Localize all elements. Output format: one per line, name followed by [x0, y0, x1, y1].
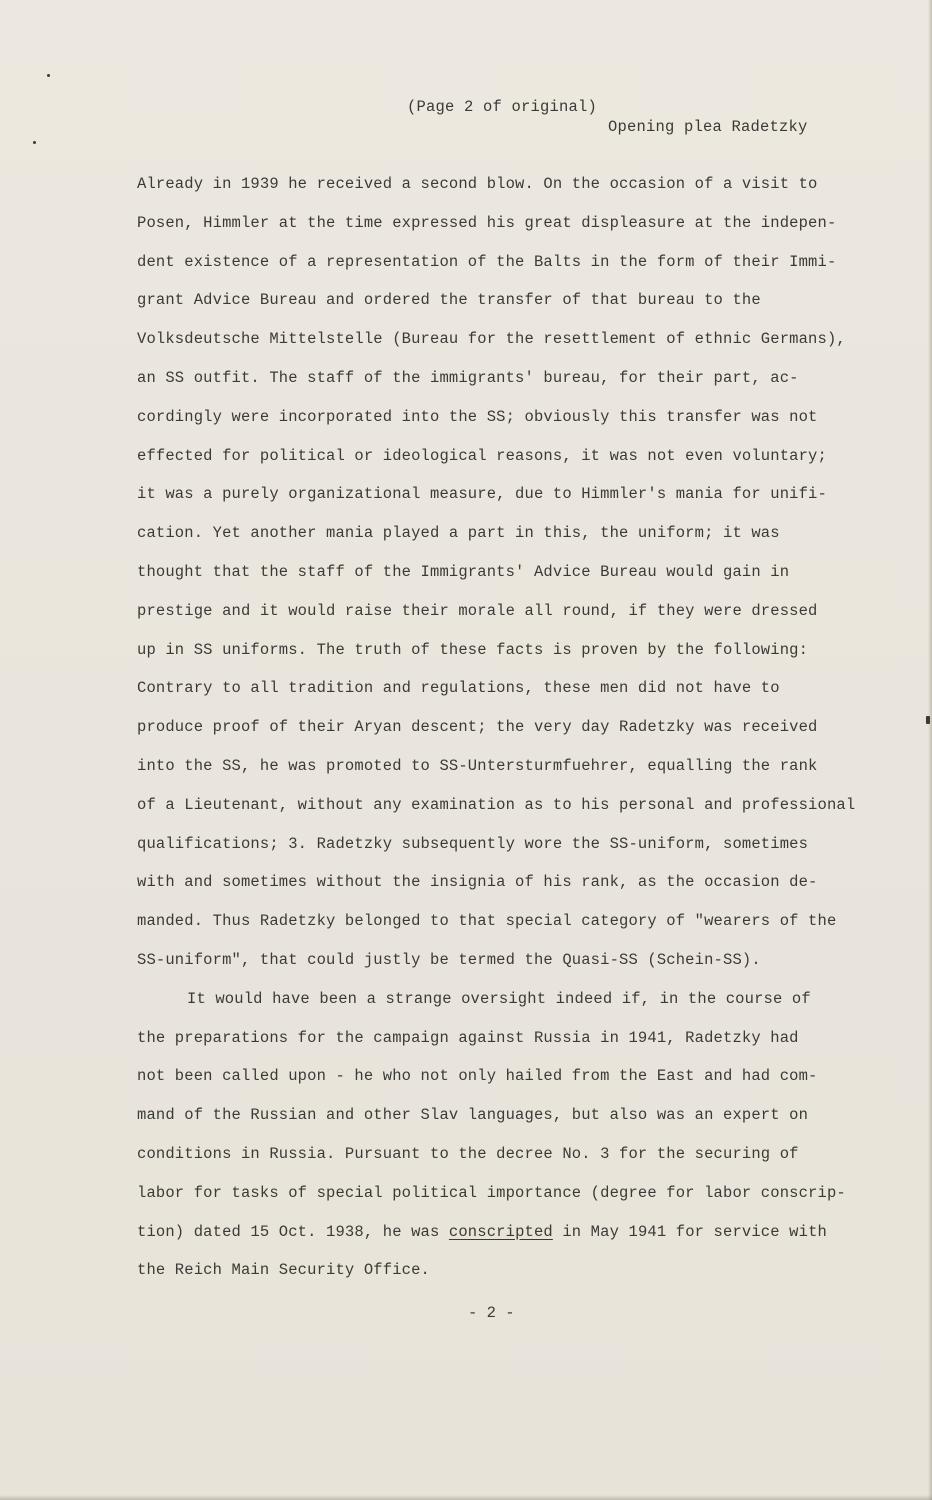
text-segment: tion) dated 15 Oct. 1938, he was: [137, 1222, 449, 1241]
text-line: SS-uniform", that could justly be termed the Quasi-SS (Schein-SS).: [137, 950, 761, 969]
text-line: Contrary to all tradition and regulations, these men did not have to: [137, 679, 780, 698]
text-line: mand of the Russian and other Slav languages, but also was an expert on: [137, 1106, 809, 1125]
paper-edge-right: [928, 0, 932, 1500]
punch-mark: [47, 74, 50, 77]
text-line: the preparations for the campaign against Russia in 1941, Radetzky had: [137, 1028, 799, 1047]
text-line-with-underline: [137, 1220, 877, 1259]
text-line: cordingly were incorporated into the SS; obviously this transfer was not: [137, 407, 818, 426]
text-line: labor for tasks of special political importance (degree for labor conscrip-: [137, 1183, 846, 1202]
page-of-original-label: (Page 2 of original): [407, 98, 598, 116]
body-text: [137, 172, 877, 1297]
text-line: effected for political or ideological reasons, it was not even voluntary;: [137, 446, 827, 465]
text-line: cation. Yet another mania played a part in this, the uniform; it was: [137, 524, 780, 543]
text-line: it was a purely organizational measure, due to Himmler's mania for unifi-: [137, 485, 827, 504]
text-line: qualifications; 3. Radetzky subsequently wore the SS-uniform, sometimes: [137, 834, 809, 853]
text-line: conditions in Russia. Pursuant to the decree No. 3 for the securing of: [137, 1144, 799, 1163]
text-line: prestige and it would raise their morale all round, if they were dressed: [137, 601, 818, 620]
punch-mark: [926, 716, 930, 724]
page-number: - 2 -: [468, 1304, 515, 1322]
text-line: It would have been a strange oversight indeed if, in the course of: [187, 989, 811, 1008]
punch-mark: [33, 141, 36, 144]
text-line: with and sometimes without the insignia of his rank, as the occasion de-: [137, 873, 818, 892]
text-line: into the SS, he was promoted to SS-Untersturmfuehrer, equalling the rank: [137, 756, 818, 775]
text-line: Already in 1939 he received a second blow. On the occasion of a visit to: [137, 175, 818, 193]
text-line: manded. Thus Radetzky belonged to that special category of "wearers of the: [137, 912, 837, 931]
text-line: not been called upon - he who not only hailed from the East and had com-: [137, 1067, 818, 1086]
paper-edge-bottom: [0, 1495, 932, 1500]
text-line: an SS outfit. The staff of the immigrants' bureau, for their part, ac-: [137, 368, 799, 387]
text-line: dent existence of a representation of the Balts in the form of their Immi-: [137, 252, 837, 271]
text-segment: in May 1941 for service with: [552, 1222, 827, 1241]
text-line: up in SS uniforms. The truth of these facts is proven by the following:: [137, 640, 809, 659]
text-line: the Reich Main Security Office.: [137, 1261, 430, 1280]
text-line: thought that the staff of the Immigrants' Advice Bureau would gain in: [137, 562, 790, 581]
text-line: Posen, Himmler at the time expressed his great displeasure at the indepen-: [137, 213, 837, 232]
document-title: Opening plea Radetzky: [608, 118, 808, 136]
underlined-word: conscripted: [448, 1222, 553, 1241]
text-line: Volksdeutsche Mittelstelle (Bureau for the resettlement of ethnic Germans),: [137, 330, 846, 349]
text-line: grant Advice Bureau and ordered the transfer of that bureau to the: [137, 291, 761, 310]
text-line: of a Lieutenant, without any examination as to his personal and professional: [137, 795, 856, 814]
text-line: produce proof of their Aryan descent; the very day Radetzky was received: [137, 718, 818, 737]
